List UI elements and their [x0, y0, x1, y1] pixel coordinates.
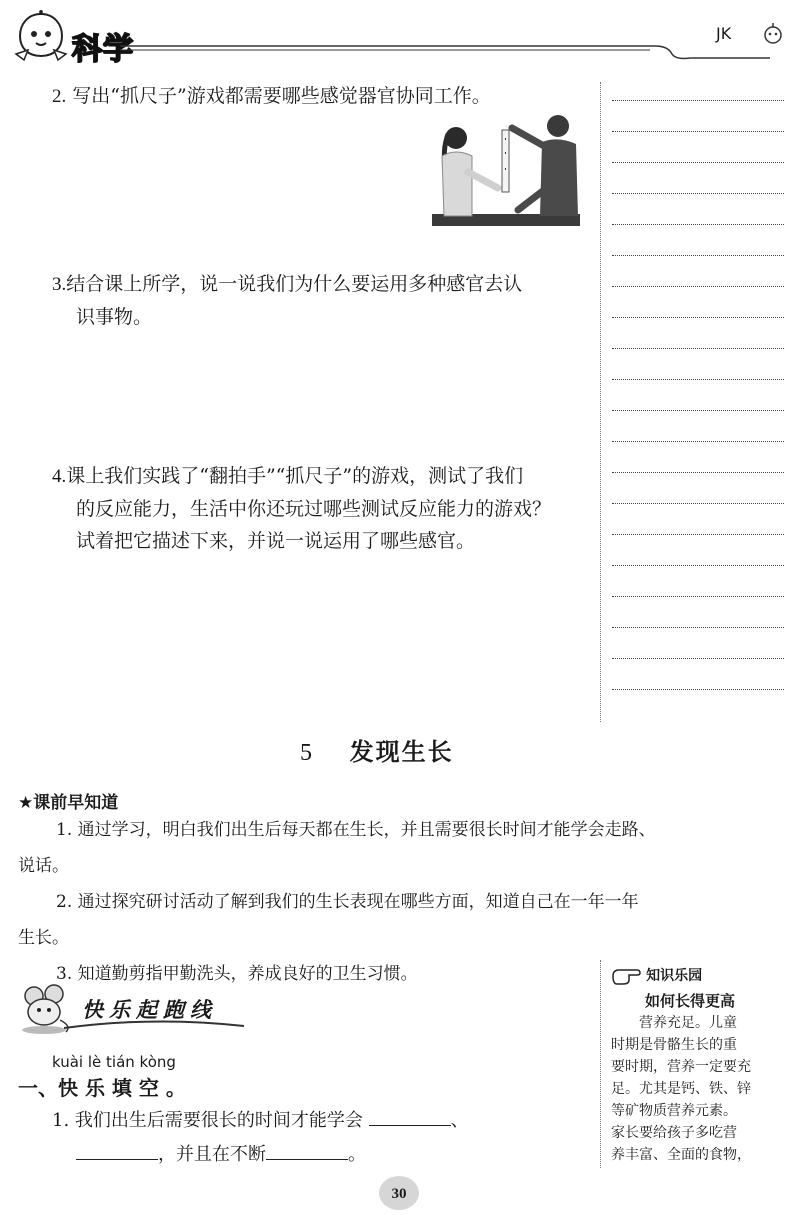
sidebar-body: 营养充足。儿童 时期是骨骼生长的重 要时期，营养一定要充 足。尤其是钙、铁、锌 等矿物质营养元素。 家长要给孩子多吃营 养丰富、全面的食物，	[611, 1015, 751, 1163]
header-sprite-icon	[760, 22, 786, 46]
question-3	[52, 268, 600, 333]
list-item: 3. 知道勤剪指甲勤洗头，养成良好的卫生习惯。	[56, 964, 418, 984]
page-number: 30	[391, 1186, 407, 1202]
question-text: 识事物。	[76, 306, 153, 328]
header-rule	[120, 30, 770, 60]
section1-pinyin: kuài lè tián kòng	[52, 1053, 176, 1071]
answer-blank[interactable]	[369, 1107, 451, 1126]
sidebar-tag: 知识乐园	[611, 964, 702, 986]
question-text: 结合课上所学，说一说我们为什么要运用多种感官去认	[66, 273, 523, 295]
question-2	[52, 80, 592, 113]
ruler-game-photo	[432, 112, 580, 226]
subject-title: 科学	[72, 32, 134, 67]
question-text: 试着把它描述下来，并说一说运用了哪些感官。	[76, 530, 476, 552]
knowledge-sidebar	[600, 960, 793, 1168]
answer-blank[interactable]	[266, 1141, 348, 1160]
question-4	[52, 460, 600, 557]
mascot-logo	[10, 10, 72, 66]
question-text: 写出“抓尺子”游戏都需要哪些感觉器官协同工作。	[72, 85, 491, 107]
question-text: 的反应能力，生活中你还玩过哪些测试反应能力的游戏？	[76, 498, 552, 520]
list-item: 2. 通过探究研讨活动了解到我们的生长表现在哪些方面，知道自己在一年一年 生长。	[18, 892, 639, 948]
answer-blank[interactable]	[76, 1141, 158, 1160]
list-item: 1. 通过学习，明白我们出生后每天都在生长，并且需要很长时间才能学会走路、 说话。	[18, 820, 656, 876]
lesson-title	[300, 732, 560, 767]
section-banner	[14, 982, 244, 1038]
pointing-hand-icon	[611, 964, 641, 986]
lesson-name: 发现生长	[349, 738, 454, 766]
edition-label: JK	[716, 24, 732, 43]
answer-column-divider	[600, 82, 601, 722]
question-number: 4.	[52, 466, 67, 487]
sidebar-title: 如何长得更高	[645, 992, 736, 1010]
fill-blank-question: 1. 我们出生后需要很长的时间才能学会 、 ，并且在不断 。	[52, 1104, 592, 1172]
section1-heading: 一、快 乐 填 空 。	[18, 1076, 186, 1100]
header	[0, 0, 800, 70]
question-number: 3.	[52, 274, 67, 295]
question-number: 2.	[52, 86, 67, 107]
banner-title: 快乐起跑线	[82, 998, 217, 1022]
question-text: 课上我们实践了“翻拍手”“抓尺子”的游戏，测试了我们	[66, 465, 524, 487]
preview-heading: ★课前早知道	[18, 793, 119, 813]
lesson-number: 5	[300, 740, 312, 766]
page-number-badge	[379, 1176, 419, 1210]
